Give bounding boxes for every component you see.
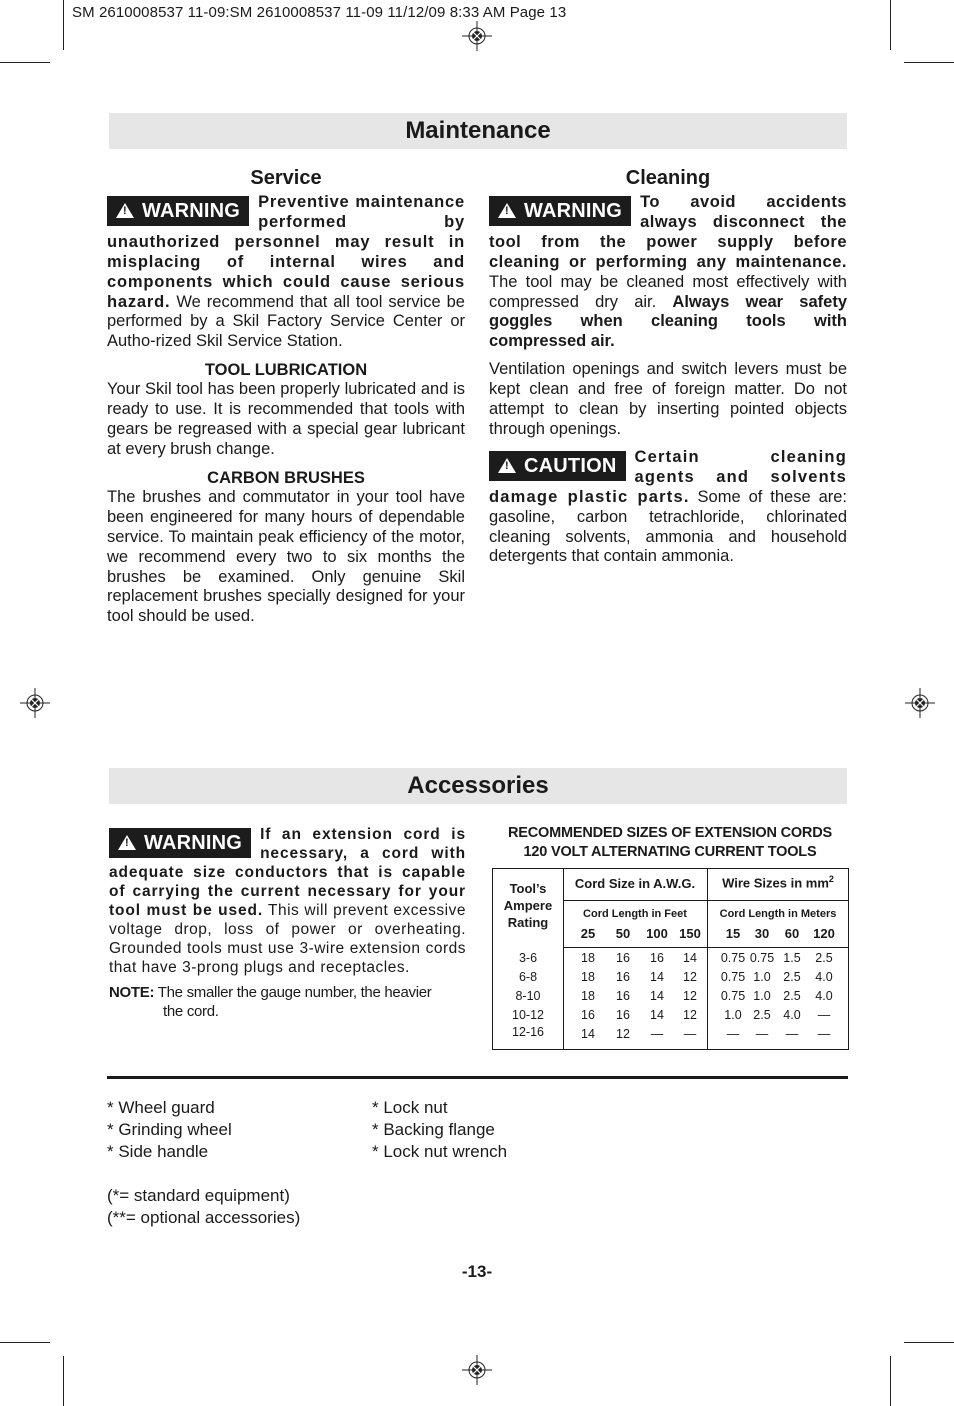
awg-cell: 16 xyxy=(581,1008,595,1022)
cleaning-goggles-bold: Always wear safety goggles when cleaning tools with compressed air. xyxy=(489,292,847,351)
extension-cord-table-title xyxy=(490,824,850,862)
warning-label: WARNING xyxy=(144,832,243,854)
wire-size-cell: — xyxy=(817,1027,831,1041)
registration-mark-icon xyxy=(20,688,50,718)
awg-cell: 16 xyxy=(616,951,630,965)
awg-header: Cord Size in A.W.G. xyxy=(574,876,696,891)
awg-cell: 14 xyxy=(650,989,664,1003)
awg-cell: 16 xyxy=(616,970,630,984)
optional-accessories-legend: (**= optional accessories) xyxy=(107,1208,301,1227)
awg-cell: 14 xyxy=(650,1008,664,1022)
page-number: -13- xyxy=(461,1262,493,1281)
wire-size-header xyxy=(707,874,849,890)
warning-badge xyxy=(109,828,251,858)
service-heading: Service xyxy=(250,167,322,189)
awg-cell: 12 xyxy=(683,970,697,984)
awg-cell: 18 xyxy=(581,970,595,984)
wire-size-cell: 0.75 xyxy=(720,989,746,1003)
equipment-list-right xyxy=(372,1097,507,1163)
warning-triangle-icon xyxy=(116,203,134,218)
ampere-header-3: Rating xyxy=(507,915,549,930)
meters-length-header: 120 xyxy=(813,926,835,941)
meters-length-header: 30 xyxy=(754,926,770,941)
caution-badge xyxy=(489,451,626,481)
wire-size-cell: — xyxy=(817,1008,831,1022)
feet-length-header: 50 xyxy=(615,926,631,941)
wire-size-cell: 0.75 xyxy=(720,951,746,965)
wire-size-cell: 0.75 xyxy=(749,951,775,965)
caution-label: CAUTION xyxy=(524,454,617,477)
tool-lubrication-text: Your Skil tool has been properly lubricated and is ready to use. It is recommended that tools with gears be regreased with a special gear lubricant at every brush change. xyxy=(107,380,465,458)
warning-label: WARNING xyxy=(142,200,241,222)
awg-cell: 18 xyxy=(581,989,595,1003)
wire-size-header-sup: 2 xyxy=(828,874,834,884)
caution-text: Some of these are: gasoline, carbon tetrachloride, chlorinated cleaning solvents, ammonia and household detergents that contain ammonia. xyxy=(489,487,847,566)
note-label: NOTE: xyxy=(109,984,155,1001)
ampere-rating-cell: 8-10 xyxy=(515,989,541,1003)
cleaning-warning-text: The tool may be cleaned most effectively with compressed dry air. xyxy=(489,272,847,311)
ampere-header-2: Ampere xyxy=(503,898,553,913)
note-text: The smaller the gauge number, the heavier xyxy=(157,984,432,1001)
list-item: * Lock nut xyxy=(372,1098,448,1117)
wire-size-cell: — xyxy=(755,1027,769,1041)
feet-header: Cord Length in Feet xyxy=(583,908,687,920)
awg-cell: 18 xyxy=(581,951,595,965)
table-divider xyxy=(563,947,848,948)
awg-cell: 16 xyxy=(616,1008,630,1022)
crop-mark xyxy=(904,62,954,63)
wire-size-cell: 2.5 xyxy=(753,1008,771,1022)
crop-mark xyxy=(63,1356,64,1406)
maintenance-title: Maintenance xyxy=(109,113,847,149)
wire-size-cell: 4.0 xyxy=(815,970,833,984)
standard-equipment-legend: (*= standard equipment) xyxy=(107,1186,290,1205)
table-divider xyxy=(563,900,848,901)
wire-size-cell: 2.5 xyxy=(783,989,801,1003)
awg-cell: 12 xyxy=(683,989,697,1003)
wire-size-cell: 1.0 xyxy=(753,989,771,1003)
list-item: * Wheel guard xyxy=(107,1098,215,1117)
crop-mark xyxy=(63,0,64,50)
table-title-line-1: RECOMMENDED SIZES OF EXTENSION CORDS xyxy=(508,825,832,841)
cleaning-warning-paragraph xyxy=(489,193,847,352)
wire-size-cell: 0.75 xyxy=(720,970,746,984)
warning-triangle-icon xyxy=(498,203,516,218)
cleaning-section xyxy=(489,166,847,567)
wire-size-cell: 1.0 xyxy=(753,970,771,984)
ampere-rating-cell: 10-12 xyxy=(512,1008,544,1022)
warning-badge xyxy=(107,196,249,226)
note-text-continued: the cord. xyxy=(163,1003,219,1020)
warning-triangle-icon xyxy=(118,835,136,850)
cleaning-caution-paragraph xyxy=(489,448,847,567)
wire-size-cell: 1.0 xyxy=(724,1008,742,1022)
section-divider xyxy=(107,1076,848,1079)
awg-cell: 14 xyxy=(650,970,664,984)
warning-badge xyxy=(489,196,631,226)
awg-cell: 12 xyxy=(616,1027,630,1041)
crop-mark xyxy=(904,1342,954,1343)
service-warning-bold: Preventive maintenance performed by unauthorized personnel may result in misplacing of internal wires and components which could cause serious hazard. xyxy=(107,193,465,311)
list-item: * Backing flange xyxy=(372,1120,495,1139)
wire-size-header-text: Wire Sizes in mm xyxy=(722,875,829,891)
service-warning-text: We recommend that all tool service be performed by a Skil Factory Service Center or Autho-rized Skil Service Station. xyxy=(107,292,465,351)
ventilation-paragraph: Ventilation openings and switch levers must be kept clean and free of foreign matter. Do not attempt to clean by inserting pointed objects through openings. xyxy=(489,360,847,438)
accessories-warning-section xyxy=(109,825,466,1021)
registration-mark-icon xyxy=(462,21,492,51)
carbon-brushes-heading: CARBON BRUSHES xyxy=(207,468,365,487)
list-item: * Grinding wheel xyxy=(107,1120,232,1139)
awg-cell: 16 xyxy=(616,989,630,1003)
wire-size-cell: 2.5 xyxy=(783,970,801,984)
meters-header: Cord Length in Meters xyxy=(719,908,837,920)
warning-triangle-icon xyxy=(498,458,516,473)
warning-label: WARNING xyxy=(524,200,623,222)
cleaning-warning-bold: To avoid accidents always disconnect the tool from the power supply before cleaning or performing any maintenance. xyxy=(489,193,847,271)
feet-length-header: 25 xyxy=(580,926,596,941)
list-item: * Side handle xyxy=(107,1142,209,1161)
service-section xyxy=(107,166,465,627)
registration-mark-icon xyxy=(905,688,935,718)
wire-size-cell: 2.5 xyxy=(815,951,833,965)
accessories-title: Accessories xyxy=(109,768,847,804)
ampere-rating-cell: 12-16 xyxy=(512,1025,544,1039)
service-warning-paragraph xyxy=(107,193,465,352)
awg-cell: — xyxy=(650,1027,664,1041)
crop-mark xyxy=(0,1342,50,1343)
meters-length-header: 15 xyxy=(725,926,741,941)
feet-length-header: 150 xyxy=(679,926,701,941)
equipment-legend xyxy=(107,1185,300,1229)
wire-size-cell: — xyxy=(785,1027,799,1041)
wire-size-cell: 1.5 xyxy=(783,951,801,965)
slug-line: SM 2610008537 11-09:SM 2610008537 11-09 11/12/09 8:33 AM Page 13 xyxy=(72,4,567,21)
registration-mark-icon xyxy=(462,1355,492,1385)
ampere-rating-cell: 6-8 xyxy=(518,970,538,984)
meters-length-header: 60 xyxy=(784,926,800,941)
awg-cell: 12 xyxy=(683,1008,697,1022)
accessories-warning-bold: If an extension cord is necessary, a cord with adequate size conductors that is capable of carrying the current necessary for your tool must be used. xyxy=(109,826,466,919)
wire-size-cell: 4.0 xyxy=(783,1008,801,1022)
awg-cell: 16 xyxy=(650,951,664,965)
list-item: * Lock nut wrench xyxy=(372,1142,508,1161)
table-title-line-2: 120 VOLT ALTERNATING CURRENT TOOLS xyxy=(523,844,817,860)
carbon-brushes-text: The brushes and commutator in your tool have been engineered for many hours of dependable service. To maintain peak efficiency of the motor, we recommend every two to six months the brushes be examined. Only genuine Skil replacement brushes specially designed for your tool should be used. xyxy=(107,487,465,626)
cleaning-heading: Cleaning xyxy=(625,167,711,189)
awg-cell: — xyxy=(683,1027,697,1041)
crop-mark xyxy=(0,62,50,63)
ampere-header-1: Tool’s xyxy=(509,881,547,896)
feet-length-header: 100 xyxy=(646,926,668,941)
caution-bold: Certain cleaning agents and solvents damage plastic parts. xyxy=(489,447,847,506)
equipment-list-left xyxy=(107,1097,232,1163)
awg-cell: 14 xyxy=(683,951,697,965)
tool-lubrication-heading: TOOL LUBRICATION xyxy=(204,361,368,380)
accessories-warning-paragraph xyxy=(109,825,466,977)
ampere-rating-cell: 3-6 xyxy=(518,951,538,965)
awg-cell: 14 xyxy=(581,1027,595,1041)
wire-size-cell: — xyxy=(726,1027,740,1041)
wire-size-cell: 4.0 xyxy=(815,989,833,1003)
extension-cord-table xyxy=(492,868,849,1050)
crop-mark xyxy=(890,0,891,50)
accessories-warning-text: This will prevent excessive voltage drop, loss of power or overheating. Grounded tools must use 3-wire extension cords that have 3-prong plugs and receptacles. xyxy=(109,902,466,976)
crop-mark xyxy=(890,1356,891,1406)
gauge-note xyxy=(109,983,466,1021)
